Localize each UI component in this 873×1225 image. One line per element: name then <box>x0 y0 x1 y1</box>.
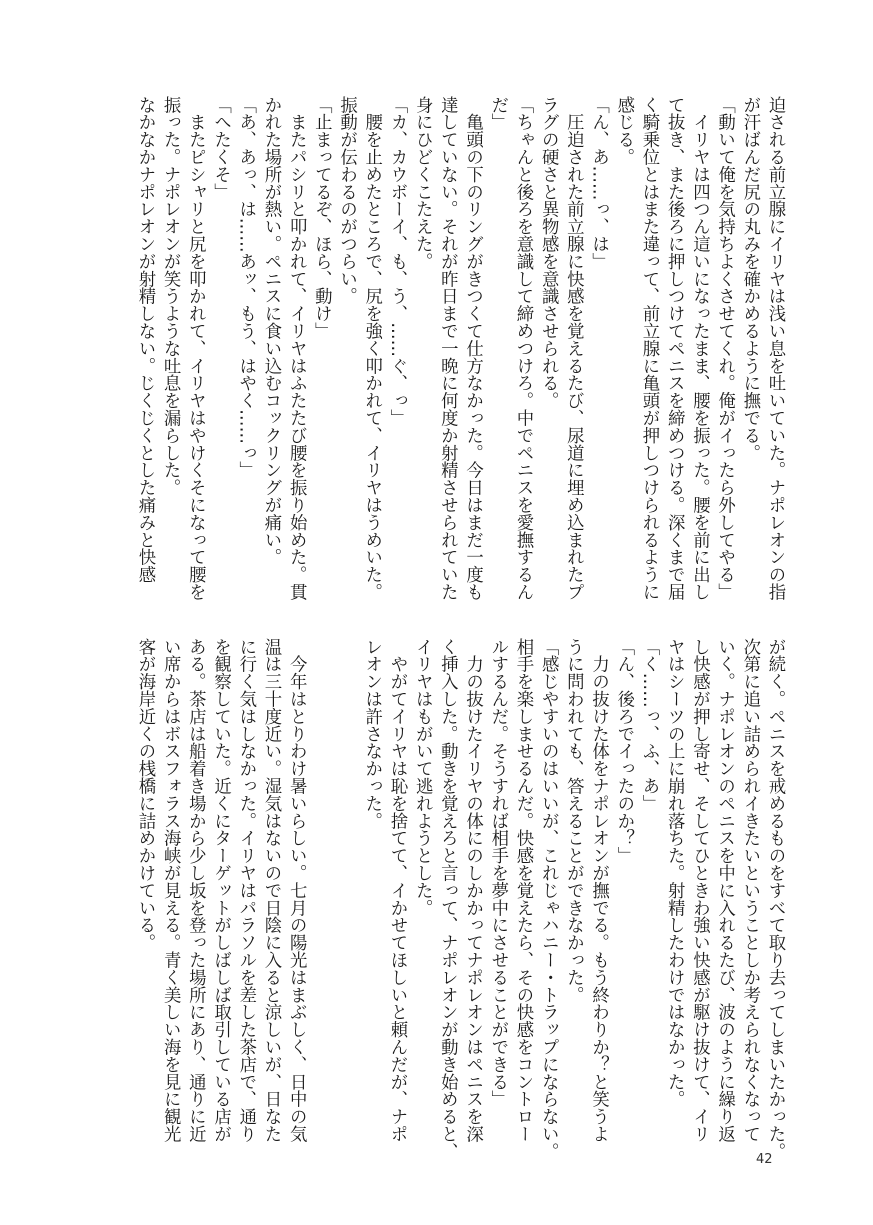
text-line: が汗ばんだ尻の丸みを確かめるように撫でる。 <box>739 96 760 462</box>
text-line: 「感じやすいのはいいが、これじゃハニー・トラップにならない。 <box>538 638 559 1160</box>
text-line: 「カ、カウボーイ、も、う、……ぐ、っ」 <box>386 96 407 427</box>
text-line: く挿入した。動きを覚えろと言って、ナポレオンが動き始めると、 <box>437 638 458 1160</box>
text-line: 「ん、あ……っ、は」 <box>588 96 609 270</box>
text-line: を観察していた。近くにターゲットがしばしば取引している店が <box>210 638 231 1143</box>
text-line: し快感が押し寄せ、そしてひときわ強い快感が駆け抜けて、イリ <box>689 638 710 1143</box>
text-line: 力の抜けた体をナポレオンが撫でる。もう終わりか？と笑うよ <box>588 638 609 1143</box>
text-line: 腰を止めたところで、尻を強く叩かれて、イリヤはうめいた。 <box>361 96 382 601</box>
text-line: うに問われても、答えることができなかった。 <box>563 638 584 1004</box>
text-line: に行く気はしなかった。イリヤはパラソルを差した茶店で、通り <box>235 638 256 1143</box>
lower-text-block <box>132 638 787 1158</box>
text-line: やがてイリヤは恥を捨てて、イかせてほしいと頼んだが、ナポ <box>386 638 407 1143</box>
text-line: ルするんだ。そうすれば相手を夢中にさせることができる」 <box>487 638 508 1108</box>
text-line: 「あ、あっ、は……あッ、もう、はやく……っ」 <box>235 96 256 479</box>
text-line: ヤはシーツの上に崩れ落ちた。射精したわけではなかった。 <box>664 638 685 1108</box>
text-line: だ」 <box>487 96 508 131</box>
text-line: ラグの硬さと異物感を意識させられる。 <box>538 96 559 410</box>
text-line: またパシリと叩かれて、イリヤはふたたび腰を振り始めた。貫 <box>286 96 307 601</box>
text-line: 温は三十度近い。湿気はないので日陰に入ると涼しいが、日なた <box>260 638 281 1143</box>
text-line: かれた場所が熱い。ペニスに食い込むコックリングが痛い。 <box>260 96 281 566</box>
text-line: 「く……っ、ふ、あ」 <box>638 638 659 812</box>
text-line: て抜き、また後ろに押しつけてペニスを締めつける。深くまで届 <box>664 96 685 601</box>
text-line: 達していない。それが昨日まで一晩に何度か射精させられていた <box>437 96 458 601</box>
text-line: 相手を楽しませるんだ。快感を覚えたら、その快感をコントロー <box>512 638 533 1143</box>
text-line: が続く。ペニスを戒めるものをすべて取り去ってしまいたかった。 <box>765 638 785 1160</box>
text-line: 振った。ナポレオンが笑うような吐息を漏らした。 <box>160 96 181 497</box>
text-line: またピシャリと尻を叩かれて、イリヤはやけくそになって腰を <box>185 96 206 601</box>
text-line: 客が海岸近くの桟橋に詰めかけている。 <box>134 638 155 952</box>
text-line: 「止まってるぞ、ほら、動け」 <box>311 96 332 340</box>
text-line: 次第に追い詰められイきたいということしか考えられなくなって <box>739 638 760 1143</box>
text-line: 「ちゃんと後ろを意識して締めつけろ。中でペニスを愛撫するん <box>512 96 533 601</box>
text-line: イリヤはもがいて逃れようとした。 <box>412 638 433 917</box>
text-line: 亀頭の下のリングがきつくて仕方なかった。今日はまだ一度も <box>462 96 483 601</box>
text-line: 身にひどくこたえた。 <box>412 96 433 270</box>
text-line: なかなかナポレオンが射精しない。じくじくとした痛みと快感 <box>134 96 155 584</box>
text-line <box>308 638 333 1158</box>
text-line: ある。茶店は船着き場から少し坂を登った場所にあり、通りに近 <box>185 638 206 1143</box>
text-line: 「へたくそ」 <box>210 96 231 201</box>
text-line: く騎乗位とはまた違って、前立腺に亀頭が押しつけられるように <box>638 96 659 601</box>
text-line: イリヤは四つん這いになったまま、腰を振った。腰を前に出し <box>689 96 710 601</box>
upper-text-block <box>132 96 787 616</box>
text-line: い席からはボスフォラス海峡が見える。青く美しい海を見に観光 <box>160 638 181 1143</box>
text-line: 「ん、後ろでイったのか？」 <box>613 638 634 865</box>
text-line: 「動いて俺を気持ちよくさせてくれ。俺がイったら外してやる」 <box>714 96 735 601</box>
text-line: レオンは許さなかった。 <box>361 638 382 830</box>
text-line: 今年はとりわけ暑いらしい。七月の陽光はまぶしく、日中の気 <box>286 638 307 1143</box>
text-line: 振動が伝わるのがつらい。 <box>336 96 357 305</box>
text-line: 迫される前立腺にイリヤは浅い息を吐いていた。ナポレオンの指 <box>765 96 785 601</box>
page-number: 42 <box>756 1152 773 1167</box>
text-line: いく。ナポレオンのペニスを中に入れるたび、波のように繰り返 <box>714 638 735 1143</box>
text-line: 力の抜けたイリヤの体にのしかかってナポレオンはペニスを深 <box>462 638 483 1143</box>
text-line <box>333 638 358 1158</box>
text-line: 感じる。 <box>613 96 634 166</box>
text-line: 圧迫された前立腺に快感を覚えるたび、尿道に埋め込まれたプ <box>563 96 584 601</box>
